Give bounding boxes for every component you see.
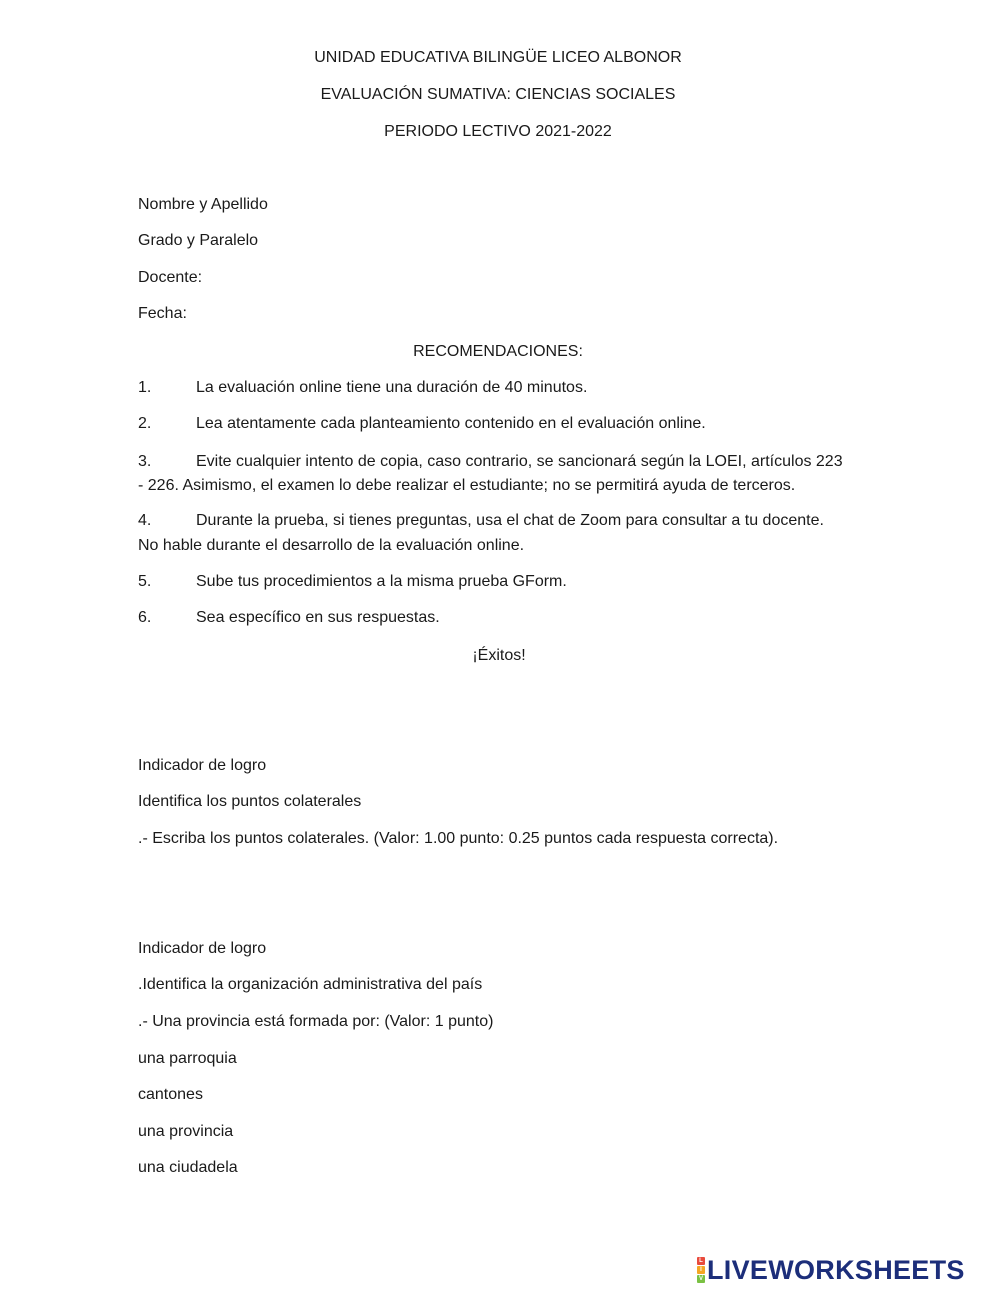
item-text-continuation: No hable durante el desarrollo de la evaluación online. [138, 537, 525, 554]
logo-block: L [697, 1257, 705, 1265]
item-text: Sube tus procedimientos a la misma prueba GForm. [196, 573, 567, 590]
achievement-indicator-label: Indicador de logro [138, 757, 267, 774]
item-number: 3. [138, 453, 152, 470]
teacher-field-label: Docente: [138, 269, 203, 286]
answer-option[interactable]: una ciudadela [138, 1159, 238, 1176]
name-field-label: Nombre y Apellido [138, 196, 268, 213]
item-number: 1. [138, 379, 152, 396]
item-text: Lea atentamente cada planteamiento contenido en el evaluación online. [196, 415, 706, 432]
item-number: 5. [138, 573, 152, 590]
item-number: 4. [138, 512, 152, 529]
school-period: PERIODO LECTIVO 2021-2022 [384, 123, 612, 140]
question-prompt: .- Una provincia está formada por: (Valor: 1 punto) [138, 1013, 494, 1030]
answer-option[interactable]: una parroquia [138, 1050, 237, 1067]
item-number: 2. [138, 415, 152, 432]
liveworksheets-logo [697, 1255, 965, 1285]
item-number: 6. [138, 609, 152, 626]
logo-text: LIVEWORKSHEETS [707, 1254, 965, 1285]
date-field-label: Fecha: [138, 305, 187, 322]
logo-block: I [697, 1266, 705, 1274]
achievement-indicator-text: .Identifica la organización administrativa del país [138, 976, 483, 993]
item-text: Sea específico en sus respuestas. [196, 609, 440, 626]
evaluation-title: EVALUACIÓN SUMATIVA: CIENCIAS SOCIALES [320, 86, 676, 103]
item-text: Durante la prueba, si tienes preguntas, usa el chat de Zoom para consultar a tu docente. [196, 512, 824, 529]
closing-message: ¡Éxitos! [472, 647, 526, 664]
answer-option[interactable]: una provincia [138, 1123, 234, 1140]
grade-field-label: Grado y Paralelo [138, 232, 259, 249]
recommendations-title: RECOMENDACIONES: [413, 343, 583, 360]
item-text-continuation: - 226. Asimismo, el examen lo debe realizar el estudiante; no se permitirá ayuda de terceros. [138, 477, 796, 494]
question-prompt: .- Escriba los puntos colaterales. (Valor: 1.00 punto: 0.25 puntos cada respuesta correcta). [138, 830, 779, 847]
logo-blocks-icon [697, 1257, 705, 1283]
item-text: La evaluación online tiene una duración de 40 minutos. [196, 379, 588, 396]
answer-option[interactable]: cantones [138, 1086, 203, 1103]
achievement-indicator-text: Identifica los puntos colaterales [138, 793, 362, 810]
logo-block: V [698, 1276, 703, 1282]
item-text: Evite cualquier intento de copia, caso contrario, se sancionará según la LOEI, artículos 223 [196, 453, 843, 470]
achievement-indicator-label: Indicador de logro [138, 940, 267, 957]
school-name: UNIDAD EDUCATIVA BILINGÜE LICEO ALBONOR [314, 49, 682, 66]
